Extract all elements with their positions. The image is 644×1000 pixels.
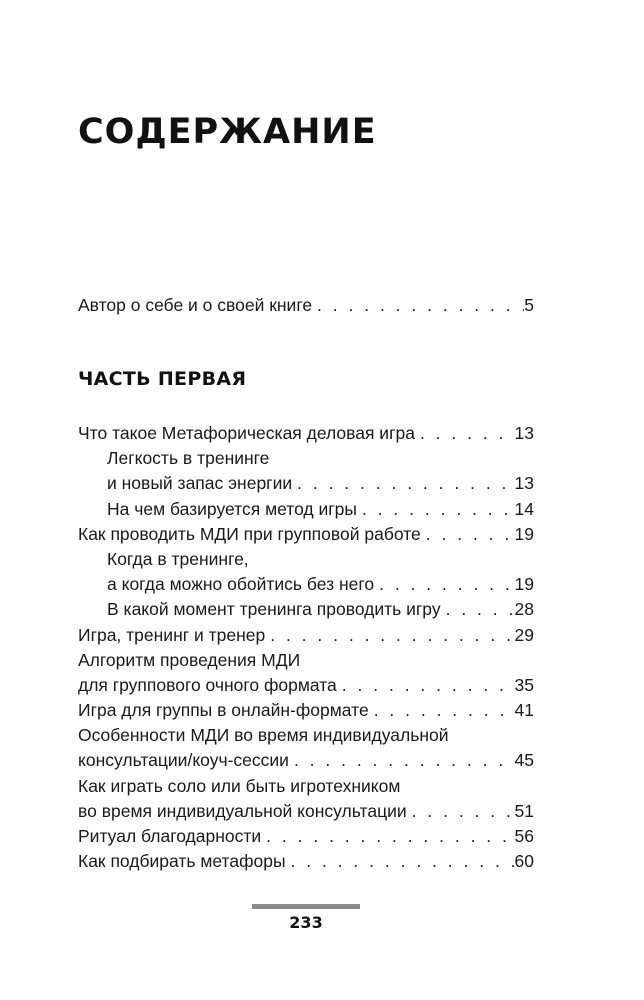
toc-entry-line (78, 723, 534, 748)
toc-entry-title: В какой момент тренинга проводить игру (107, 599, 441, 620)
toc-entry-title: Когда в тренинге, (107, 548, 249, 569)
toc-leader-dots (362, 497, 515, 522)
toc-page-number: 60 (514, 851, 534, 872)
toc-entry-title: Алгоритм проведения МДИ (78, 649, 301, 670)
toc-entry-line (78, 774, 534, 799)
toc-leader-dots (426, 522, 515, 547)
toc-leader-dots (297, 471, 514, 496)
toc-entry-title: а когда можно обойтись без него (107, 574, 375, 595)
toc-leader-dots (294, 748, 515, 773)
toc-entry-line (78, 673, 534, 698)
toc-entry-line (78, 547, 534, 572)
toc-entry-title: Как проводить МДИ при групповой работе (78, 523, 421, 544)
toc-entry-title: Как играть соло или быть игротехником (78, 775, 401, 796)
toc-leader-dots (270, 623, 514, 648)
toc-page-number: 56 (514, 826, 534, 846)
toc-page-number: 19 (514, 574, 534, 595)
toc-leader-dots (420, 421, 515, 446)
page-title: СОДЕРЖАНИЕ (78, 112, 377, 152)
toc-entry-line (78, 446, 534, 471)
part-title: ЧАСТЬ ПЕРВАЯ (78, 368, 247, 390)
toc-leader-dots (317, 293, 524, 318)
toc-entry-title: Легкость в тренинге (107, 448, 270, 469)
toc-page-number: 5 (524, 295, 534, 315)
toc-page-number: 35 (514, 674, 534, 695)
toc-entry-title: Как подбирать метафоры (78, 851, 286, 872)
toc-page-number: 13 (514, 423, 534, 443)
toc-entry-title: Игра для группы в онлайн-формате (78, 700, 369, 721)
toc-leader-dots (379, 572, 514, 597)
toc-page-number: 28 (514, 599, 534, 620)
toc-leader-dots (412, 799, 515, 824)
toc-entry-title: Автор о себе и о своей книге (78, 295, 313, 315)
toc-entry-title: Ритуал благодарности (78, 826, 262, 846)
toc-entry-line (78, 597, 534, 622)
toc-entry-line (78, 799, 534, 824)
toc-entry-title: Игра, тренинг и тренер (78, 624, 266, 645)
toc-entry-line (78, 849, 534, 874)
toc-page-number: 51 (514, 800, 534, 821)
toc-leader-dots (374, 698, 515, 723)
footer-rule (252, 904, 360, 909)
toc-entry-line (78, 293, 534, 318)
toc-entry-line (78, 824, 534, 849)
toc-entry-line (78, 748, 534, 773)
toc-entry-line (78, 623, 534, 648)
toc-entry-title: На чем базируется метод игры (107, 498, 357, 519)
toc-page-number: 41 (514, 700, 534, 721)
toc-leader-dots (291, 849, 515, 874)
toc-leader-dots (342, 673, 515, 698)
toc-leader-dots (266, 824, 514, 849)
toc-entry-line (78, 421, 534, 446)
toc-entry-line (78, 471, 534, 496)
toc-page-number: 19 (514, 523, 534, 544)
toc-entry-title: во время индивидуальной консультации (78, 800, 407, 821)
toc-entry-line (78, 572, 534, 597)
toc-entry-title: Особенности МДИ во время индивидуальной (78, 725, 449, 746)
toc-entry-title: Что такое Метафорическая деловая игра (78, 423, 415, 443)
toc-page-number: 14 (514, 498, 534, 519)
toc-entry-title: для группового очного формата (78, 674, 337, 695)
toc-leader-dots (446, 597, 515, 622)
toc-entry-title: консультации/коуч-сессии (78, 750, 289, 771)
toc-intro-list (78, 293, 534, 318)
toc-page-number: 45 (514, 750, 534, 771)
toc-entry-line (78, 648, 534, 673)
toc-entry-line (78, 522, 534, 547)
toc-entry-line (78, 497, 534, 522)
toc-main-list (78, 421, 534, 874)
page-number: 233 (289, 913, 323, 932)
toc-entry-title: и новый запас энергии (107, 473, 293, 494)
toc-page-number: 13 (514, 473, 534, 494)
toc-entry-line (78, 698, 534, 723)
toc-page-number: 29 (514, 624, 534, 645)
